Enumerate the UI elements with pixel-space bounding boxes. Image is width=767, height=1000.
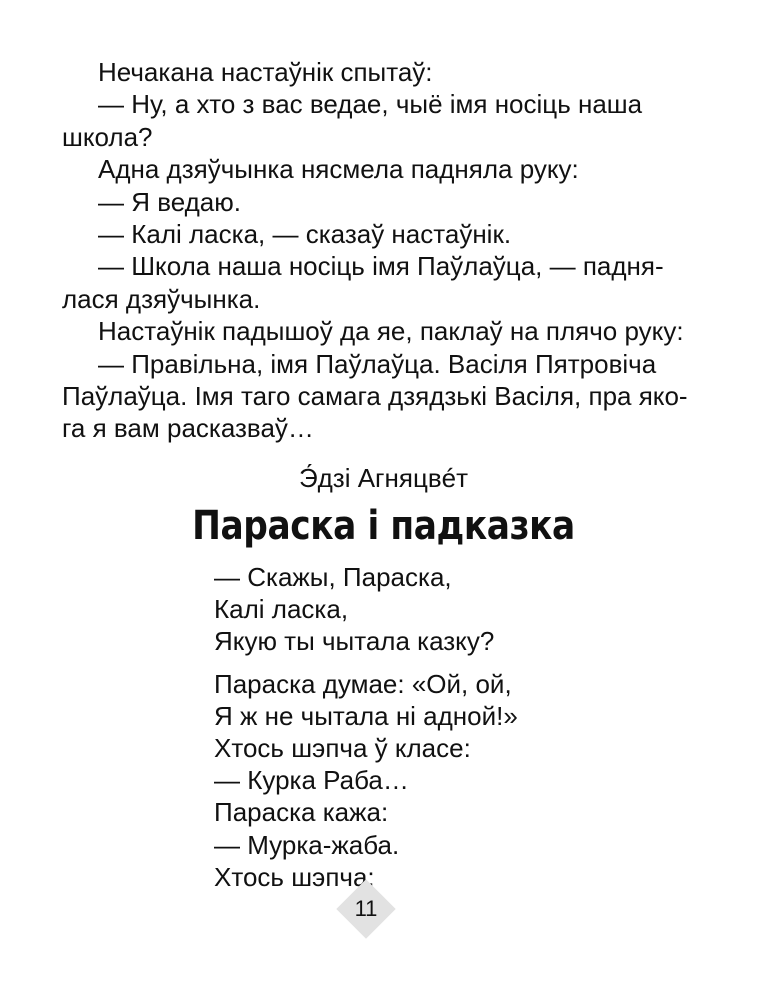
story-line: Нечакана настаўнік спытаў: <box>98 57 433 87</box>
poem-line: Параска думае: «Ой, ой, <box>214 668 512 699</box>
poem-line: Я ж не чытала ні адной!» <box>214 700 518 731</box>
poem-line: — Курка Раба… <box>214 765 409 796</box>
poem-line: Калі ласка, <box>214 594 349 625</box>
poem-title: Параска і падказка <box>192 503 575 549</box>
poem-line: Якую ты чытала казку? <box>214 626 495 657</box>
poem-body <box>214 561 518 893</box>
story-text <box>62 56 688 445</box>
story-line: — Правільна, імя Паўлаўца. Васіля Пятровіча <box>98 348 657 379</box>
story-line: — Калі ласка, — сказаў настаўнік. <box>98 218 512 249</box>
poem-line: — Скажы, Параска, <box>214 562 452 592</box>
story-line: — Школа наша носіць імя Паўлаўца, — падня- <box>98 251 664 282</box>
page-number-badge <box>337 880 395 938</box>
poem-line: Хтось шэпча ў класе: <box>214 732 471 763</box>
story-line: школа? <box>62 121 153 152</box>
story-line: Настаўнік падышоў да яе, паклаў на плячо руку: <box>98 316 684 347</box>
poem-line: — Мурка-жаба. <box>214 829 400 860</box>
story-line: лася дзяўчынка. <box>62 283 261 314</box>
story-line: Паўлаўца. Імя таго самага дзядзькі Васіля, пра яко- <box>62 380 688 411</box>
story-line: Адна дзяўчынка нясмела падняла руку: <box>98 154 579 185</box>
story-line: га я вам расказваў… <box>62 413 314 444</box>
stanza-spacer <box>214 658 518 668</box>
poem-stanza <box>214 561 518 658</box>
story-line: — Я ведаю. <box>98 186 241 217</box>
story-line: — Ну, а хто з вас ведае, чыё імя носіць наша <box>98 89 643 120</box>
poem-stanza <box>214 668 518 893</box>
poem-line: Параска кажа: <box>214 797 389 828</box>
poem-author: Э́дзі Агняцвéт <box>298 463 469 493</box>
poem-line: Хтось шэпча: <box>214 861 375 892</box>
page-number: 11 <box>354 896 378 921</box>
